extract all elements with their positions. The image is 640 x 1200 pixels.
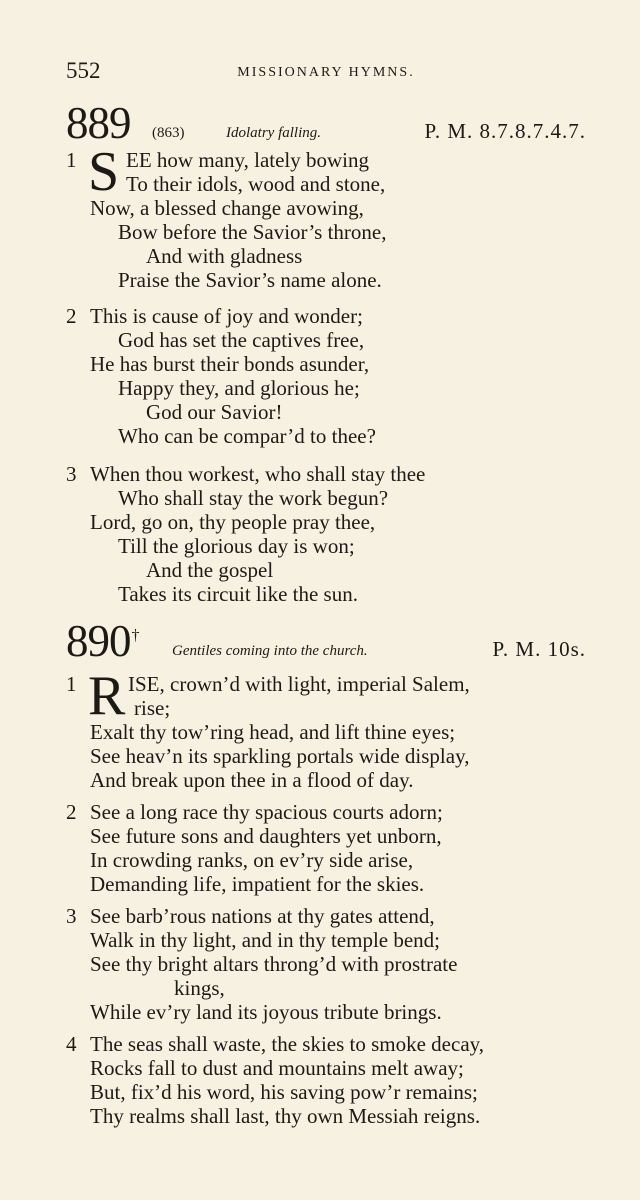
page-number: 552: [66, 58, 101, 83]
verse-line: [66, 904, 596, 928]
verse-line-text: See heav’n its sparkling portals wide display,: [90, 744, 470, 768]
hymn-889-heading: [66, 100, 586, 146]
drop-cap: S: [88, 141, 120, 203]
verse-line-text: While ev’ry land its joyous tribute brings.: [90, 1000, 442, 1024]
verse-line-text: Till the glorious day is won;: [118, 534, 355, 558]
verse-line-text: Praise the Savior’s name alone.: [118, 268, 382, 292]
verse-line: [66, 304, 596, 328]
stanza-number: 3: [66, 462, 77, 486]
verse-line: [66, 196, 596, 220]
verse-line: [66, 665, 596, 727]
verse-line-text: See future sons and daughters yet unborn,: [90, 824, 442, 848]
verse-line-text: In crowding ranks, on ev’ry side arise,: [90, 848, 414, 872]
verse-line: [66, 848, 596, 872]
alt-hymn-number: (863): [152, 125, 185, 141]
verse-line: [66, 976, 596, 1000]
verse-line-text: kings,: [174, 976, 225, 1000]
verse-line-text: This is cause of joy and wonder;: [90, 304, 363, 328]
verse-line: [66, 268, 596, 292]
stanza-number: 1: [66, 672, 77, 696]
verse-line: [66, 768, 596, 792]
verse-line: [66, 424, 596, 448]
verse-line-text: God has set the captives free,: [118, 328, 365, 352]
hymn-title: Gentiles coming into the church.: [172, 643, 368, 659]
verse-line-text: Happy they, and glorious he;: [118, 376, 360, 400]
verse-line-text: rise;: [134, 696, 171, 720]
verse-line: [66, 1056, 596, 1080]
verse-line: [66, 720, 596, 744]
verse-line: [66, 462, 596, 486]
verse-line: [66, 744, 596, 768]
hymn-number: [66, 613, 139, 664]
running-head: MISSIONARY HYMNS.: [237, 65, 415, 80]
verse-line-text: See a long race thy spacious courts adorn;: [90, 800, 443, 824]
verse-line-text: Now, a blessed change avowing,: [90, 196, 364, 220]
hymn-890-stanza-2: [66, 800, 596, 896]
verse-line: [66, 220, 596, 244]
verse-line: [66, 534, 596, 558]
verse-line-text: See barb’rous nations at thy gates attend,: [90, 904, 435, 928]
verse-line-text: EE how many, lately bowing: [126, 148, 370, 172]
stanza-number: 4: [66, 1032, 77, 1056]
stanza-number: 2: [66, 800, 77, 824]
verse-line-text: Who can be compar’d to thee?: [118, 424, 376, 448]
page-header: [66, 58, 586, 88]
drop-cap: R: [88, 665, 126, 727]
verse-line: [66, 486, 596, 510]
verse-line-text: When thou workest, who shall stay thee: [90, 462, 426, 486]
verse-line-text: Bow before the Savior’s throne,: [118, 220, 387, 244]
verse-line: [66, 510, 596, 534]
verse-line-text: Demanding life, impatient for the skies.: [90, 872, 425, 896]
verse-line-text: Thy realms shall last, thy own Messiah reigns.: [90, 1104, 481, 1128]
verse-line: [66, 1080, 596, 1104]
verse-line: [66, 352, 596, 376]
hymn-889-stanza-3: [66, 462, 596, 606]
verse-line: [66, 1000, 596, 1024]
hymn-890-stanza-3: [66, 904, 596, 1024]
stanza-number: 1: [66, 148, 77, 172]
hymn-number: 889: [66, 98, 131, 148]
verse-line: [66, 582, 596, 606]
hymn-889-stanza-1: [66, 141, 596, 292]
verse-line-text: Lord, go on, thy people pray thee,: [90, 510, 376, 534]
dagger-mark: †: [131, 627, 139, 644]
hymn-889-stanza-2: [66, 304, 596, 448]
hymn-meter: P. M. 8.7.8.7.4.7.: [424, 119, 586, 143]
verse-line-text: Walk in thy light, and in thy temple bend;: [90, 928, 441, 952]
verse-line: [66, 244, 596, 268]
verse-line-text: See thy bright altars throng’d with prostrate: [90, 952, 458, 976]
verse-line-text: And with gladness: [146, 244, 303, 268]
verse-line: [66, 800, 596, 824]
verse-line-text: And the gospel: [146, 558, 274, 582]
verse-line-text: And break upon thee in a flood of day.: [90, 768, 414, 792]
stanza-number: 3: [66, 904, 77, 928]
hymn-890-stanza-4: [66, 1032, 596, 1128]
verse-line: [66, 558, 596, 582]
verse-line: [66, 928, 596, 952]
hymn-number-text: 890: [66, 616, 131, 666]
verse-line: [66, 376, 596, 400]
stanza-number: 2: [66, 304, 77, 328]
verse-line: [66, 872, 596, 896]
verse-line-text: But, fix’d his word, his saving pow’r remains;: [90, 1080, 478, 1104]
verse-line-text: He has burst their bonds asunder,: [90, 352, 370, 376]
verse-line-text: Rocks fall to dust and mountains melt away;: [90, 1056, 464, 1080]
hymn-title: Idolatry falling.: [226, 125, 321, 141]
verse-line-text: Exalt thy tow’ring head, and lift thine eyes;: [90, 720, 456, 744]
verse-line-text: God our Savior!: [146, 400, 283, 424]
verse-line-text: Who shall stay the work begun?: [118, 486, 389, 510]
hymn-890-heading: [66, 618, 586, 664]
verse-line: [66, 400, 596, 424]
hymn-meter: P. M. 10s.: [492, 637, 586, 661]
hymn-890-stanza-1: [66, 665, 596, 792]
verse-line: [66, 952, 596, 976]
verse-line: [66, 696, 596, 720]
verse-line-text: To their idols, wood and stone,: [126, 172, 386, 196]
verse-line: [66, 1104, 596, 1128]
verse-line: [66, 824, 596, 848]
verse-line: [66, 172, 596, 196]
verse-line-text: Takes its circuit like the sun.: [118, 582, 358, 606]
verse-line: [66, 328, 596, 352]
verse-line-text: ISE, crown’d with light, imperial Salem,: [128, 672, 470, 696]
verse-line-text: The seas shall waste, the skies to smoke decay,: [90, 1032, 485, 1056]
verse-line: [66, 1032, 596, 1056]
